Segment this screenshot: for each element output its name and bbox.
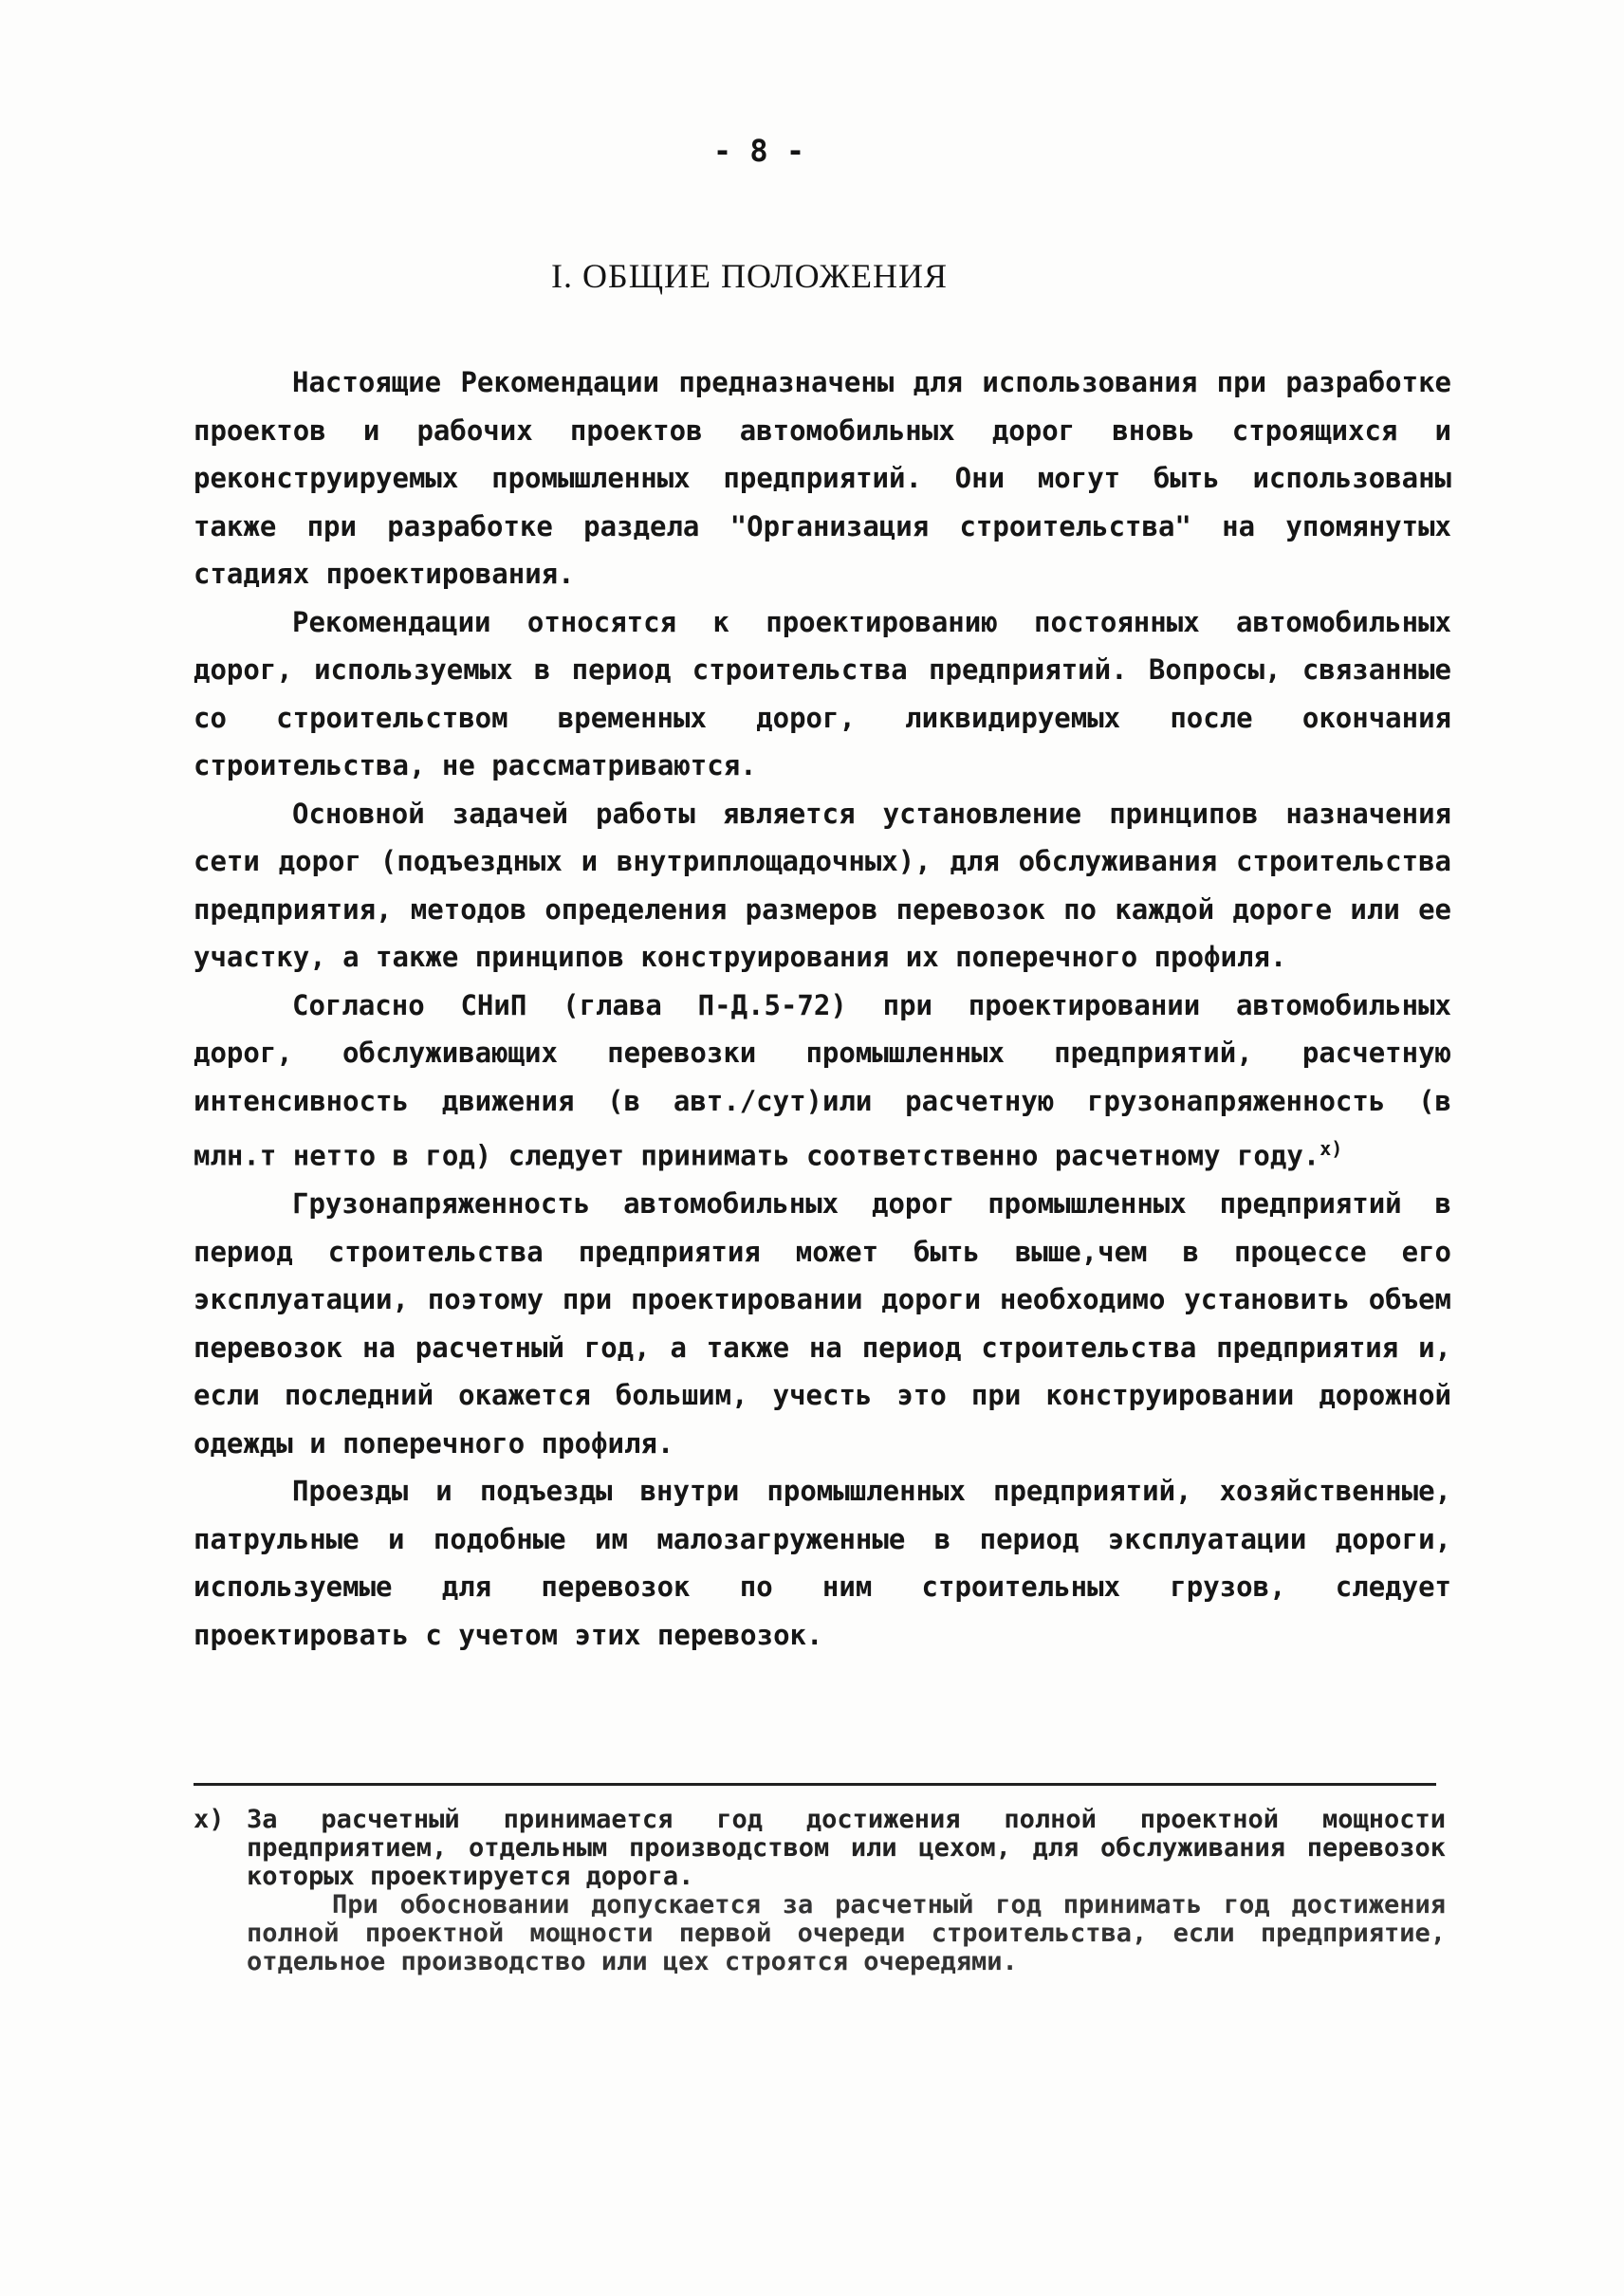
page-number: - 8 - <box>712 133 805 169</box>
footnote-1 <box>194 1806 1446 1891</box>
footnote-2-text: При обосновании допускается за расчетный год принимать год достижения полной проектной мощности первой очереди строительства, если предприятие, отдельное производство или цех строятся очередями. <box>247 1890 1446 1976</box>
paragraph-5: Грузонапряженность автомобильных дорог промышленных предприятий в период строительства предприятия может быть выше,чем в процессе его эксплуатации, поэтому при проектировании дороги необходимо установить объем перевозок на расчетный год, а также на период строительства предприятия и, если последний окажется большим, учесть это при конструировании дорожной одежды и поперечного профиля. <box>194 1187 1451 1460</box>
paragraph-2: Рекомендации относятся к проектированию постоянных автомобильных дорог, используемых в период строительства предприятий. Вопросы, связанные со строительством временных дорог, ликвидируемых после окончания строительства, не рассматриваются. <box>194 605 1451 781</box>
paragraph-4 <box>194 982 1451 1181</box>
footnotes <box>194 1806 1446 1976</box>
paragraph-1: Настоящие Рекомендации предназначены для использования при разработке проектов и рабочих проектов автомобильных дорог вновь строящихся и реконструируемых промышленных предприятий. Они могут быть использованы также при разработке раздела "Организация строительства" на упомянутых стадиях проектирования. <box>194 366 1451 590</box>
body-text <box>194 358 1451 1659</box>
footnote-reference: x) <box>1320 1137 1343 1160</box>
footnote-divider <box>194 1783 1436 1786</box>
footnote-1-text: За расчетный принимается год достижения полной проектной мощности предприятием, отдельным производством или цехом, для обслуживания перевозок которых проектируется дорога. <box>247 1805 1446 1891</box>
paragraph-6: Проезды и подъезды внутри промышленных предприятий, хозяйственные, патрульные и подобные им малозагруженные в период эксплуатации дороги, используемые для перевозок по ним строительных грузов, следует проектировать с учетом этих перевозок. <box>194 1475 1451 1651</box>
section-title: I. ОБЩИЕ ПОЛОЖЕНИЯ <box>551 257 948 295</box>
footnote-marker: x) <box>194 1805 225 1834</box>
paragraph-3: Основной задачей работы является установление принципов назначения сети дорог (подъездных и внутриплощадочных), для обслуживания строительства предприятия, методов определения размеров перевозок по каждой дороге или ее участку, а также принципов конструирования их поперечного профиля. <box>194 797 1451 973</box>
paragraph-4-text: Согласно СНиП (глава П-Д.5-72) при проектировании автомобильных дорог, обслуживающих перевозки промышленных предприятий, расчетную интенсивность движения (в авт./сут)или расчетную грузонапряженность (в млн.т нетто в год) следует принимать соответственно расчетному году. <box>194 988 1451 1172</box>
